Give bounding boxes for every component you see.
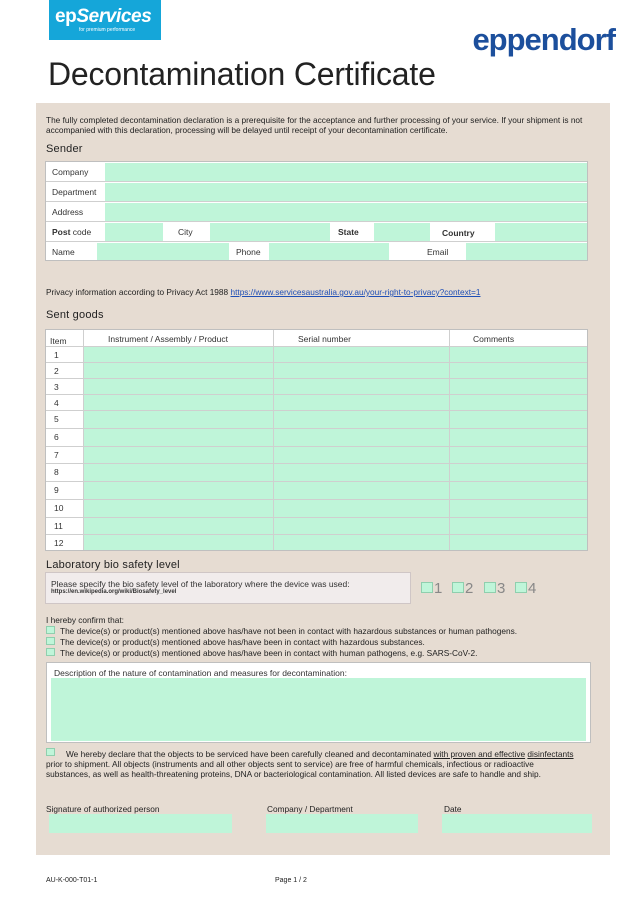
- goods-table: [45, 329, 588, 551]
- comments-cell[interactable]: [450, 500, 587, 517]
- row-number: 5: [54, 414, 59, 424]
- row-number: 8: [54, 467, 59, 477]
- company-department-field[interactable]: [266, 814, 418, 833]
- signature-label: Signature of authorized person: [46, 804, 160, 814]
- serial-cell[interactable]: [274, 395, 449, 410]
- country-label: Country: [442, 228, 475, 238]
- row-number: 1: [54, 350, 59, 360]
- email-field[interactable]: [466, 243, 587, 260]
- post-code-label: Post code: [52, 227, 92, 237]
- comments-cell[interactable]: [450, 482, 587, 499]
- bsl-3-checkbox[interactable]: [484, 582, 496, 593]
- bsl-2-checkbox[interactable]: [452, 582, 464, 593]
- department-field[interactable]: [105, 183, 587, 201]
- serial-cell[interactable]: [274, 347, 449, 362]
- sender-box: [45, 161, 588, 261]
- col-header-item: Item: [50, 336, 67, 346]
- sender-heading: Sender: [46, 143, 83, 155]
- date-label: Date: [444, 804, 462, 814]
- col-header-serial: Serial number: [298, 334, 351, 344]
- comments-cell[interactable]: [450, 535, 587, 550]
- instrument-cell[interactable]: [84, 429, 273, 446]
- instrument-cell[interactable]: [84, 379, 273, 394]
- confirm-checkbox-2[interactable]: [46, 637, 55, 645]
- instrument-cell[interactable]: [84, 518, 273, 534]
- comments-cell[interactable]: [450, 429, 587, 446]
- intro-text: The fully completed decontamination declaration is a prerequisite for the acceptance and further processing of your service. If your shipment is not accompanied with this declaration, processing will be delayed until receipt of your decontamination certificate.: [46, 115, 583, 135]
- bsl-4-label: 4: [528, 580, 537, 597]
- instrument-cell[interactable]: [84, 464, 273, 481]
- epservices-logo: epServices for premium performance: [49, 0, 161, 40]
- col-header-instrument: Instrument / Assembly / Product: [108, 334, 228, 344]
- description-box: [46, 662, 591, 743]
- row-number: 9: [54, 485, 59, 495]
- description-field[interactable]: [51, 678, 586, 741]
- name-field[interactable]: [97, 243, 229, 260]
- department-label: Department: [52, 187, 97, 197]
- serial-cell[interactable]: [274, 500, 449, 517]
- serial-cell[interactable]: [274, 429, 449, 446]
- description-label: Description of the nature of contamination and measures for decontamination:: [54, 668, 347, 678]
- confirm-text-2: The device(s) or product(s) mentioned above has/have been in contact with hazardous substances.: [60, 637, 425, 647]
- serial-cell[interactable]: [274, 363, 449, 378]
- address-label: Address: [52, 207, 84, 217]
- comments-cell[interactable]: [450, 395, 587, 410]
- bsl-3-label: 3: [497, 580, 506, 597]
- confirm-text-3: The device(s) or product(s) mentioned above has/have been in contact with human pathogens, e.g. SARS-CoV-2.: [60, 648, 478, 658]
- country-field[interactable]: [495, 223, 587, 241]
- state-field[interactable]: [374, 223, 430, 241]
- confirm-text-1: The device(s) or product(s) mentioned above has/have not been in contact with hazardous substances or human pathogens.: [60, 626, 518, 636]
- row-number: 2: [54, 366, 59, 376]
- instrument-cell[interactable]: [84, 363, 273, 378]
- row-number: 11: [54, 521, 63, 531]
- eppendorf-logo: eppendorf: [472, 22, 615, 57]
- phone-field[interactable]: [269, 243, 389, 260]
- biosafety-link[interactable]: https://en.wikipedia.org/wiki/Biosafety_level: [51, 589, 177, 595]
- comments-cell[interactable]: [450, 347, 587, 362]
- instrument-cell[interactable]: [84, 482, 273, 499]
- row-number: 3: [54, 382, 59, 392]
- sent-goods-heading: Sent goods: [46, 309, 104, 321]
- company-field[interactable]: [105, 163, 587, 181]
- serial-cell[interactable]: [274, 535, 449, 550]
- address-field[interactable]: [105, 203, 587, 221]
- instrument-cell[interactable]: [84, 347, 273, 362]
- comments-cell[interactable]: [450, 464, 587, 481]
- comments-cell[interactable]: [450, 379, 587, 394]
- biosafety-prompt: Please specify the bio safety level of the laboratory where the device was used:: [51, 579, 350, 589]
- serial-cell[interactable]: [274, 379, 449, 394]
- row-number: 6: [54, 432, 59, 442]
- doc-id: AU-K-000-T01-1: [46, 877, 98, 884]
- page-title: Decontamination Certificate: [48, 56, 436, 92]
- instrument-cell[interactable]: [84, 447, 273, 463]
- col-header-comments: Comments: [473, 334, 515, 344]
- serial-cell[interactable]: [274, 411, 449, 428]
- date-field[interactable]: [442, 814, 592, 833]
- city-label: City: [178, 227, 193, 237]
- row-number: 4: [54, 398, 59, 408]
- comments-cell[interactable]: [450, 363, 587, 378]
- serial-cell[interactable]: [274, 447, 449, 463]
- comments-cell[interactable]: [450, 518, 587, 534]
- privacy-link[interactable]: https://www.servicesaustralia.gov.au/your-right-to-privacy?context=1: [230, 287, 481, 297]
- bsl-1-checkbox[interactable]: [421, 582, 433, 593]
- name-label: Name: [52, 247, 75, 257]
- confirm-checkbox-3[interactable]: [46, 648, 55, 656]
- biosafety-box: [45, 572, 411, 604]
- row-number: 10: [54, 503, 64, 513]
- bsl-2-label: 2: [465, 580, 474, 597]
- serial-cell[interactable]: [274, 518, 449, 534]
- declaration-text: We hereby declare that the objects to be serviced have been carefully cleaned and decontaminated with proven and effective disinfectants prior to shipment. All objects (instruments and all other objects sent to service) are free of harmful chemicals, infectious or radioactive substances, as well as health-threatening proteins, DNA or bacteriological contamination. All listed devices are safe to handle and ship.: [46, 749, 574, 779]
- confirm-checkbox-1[interactable]: [46, 626, 55, 634]
- signature-field[interactable]: [49, 814, 232, 833]
- post-code-field[interactable]: [105, 223, 163, 241]
- instrument-cell[interactable]: [84, 500, 273, 517]
- phone-label: Phone: [236, 247, 261, 257]
- comments-cell[interactable]: [450, 411, 587, 428]
- confirm-intro: I hereby confirm that:: [46, 615, 124, 625]
- instrument-cell[interactable]: [84, 411, 273, 428]
- company-label: Company: [52, 167, 89, 177]
- page-number: Page 1 / 2: [275, 877, 307, 884]
- company-department-label: Company / Department: [267, 804, 353, 814]
- instrument-cell[interactable]: [84, 535, 273, 550]
- serial-cell[interactable]: [274, 482, 449, 499]
- biosafety-heading: Laboratory bio safety level: [46, 559, 180, 571]
- bsl-4-checkbox[interactable]: [515, 582, 527, 593]
- comments-cell[interactable]: [450, 447, 587, 463]
- state-label: State: [338, 227, 359, 237]
- email-label: Email: [427, 247, 449, 257]
- instrument-cell[interactable]: [84, 395, 273, 410]
- city-field[interactable]: [210, 223, 330, 241]
- row-number: 12: [54, 538, 64, 548]
- privacy-text: Privacy information according to Privacy Act 1988 https://www.servicesaustralia.gov.au/your-right-to-privacy?context=1: [46, 287, 481, 297]
- serial-cell[interactable]: [274, 464, 449, 481]
- bsl-1-label: 1: [434, 580, 443, 597]
- row-number: 7: [54, 450, 59, 460]
